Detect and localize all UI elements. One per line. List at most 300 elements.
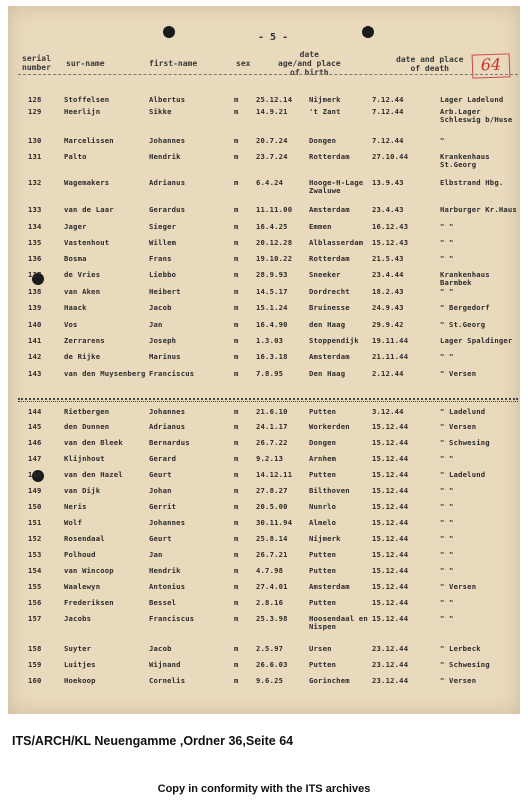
sex: m (234, 502, 239, 511)
first-name: Geurt (149, 534, 172, 543)
first-name: Willem (149, 238, 177, 247)
serial-number: 144 (28, 407, 42, 416)
sex: m (234, 178, 239, 187)
death-date: 23.12.44 (372, 660, 409, 669)
surname: van Dijk (64, 486, 101, 495)
birth-place: Putten (309, 598, 337, 607)
first-name: Joseph (149, 336, 177, 345)
table-row (8, 675, 520, 691)
first-name: Johan (149, 486, 172, 495)
death-place: " " (440, 550, 454, 559)
surname: Neris (64, 502, 87, 511)
birth-date: 4.7.98 (256, 566, 284, 575)
table-row (8, 319, 520, 335)
birth-place: Dongen (309, 136, 337, 145)
surname: Wagemakers (64, 178, 110, 187)
death-date: 7.12.44 (372, 95, 404, 104)
death-date: 3.12.44 (372, 407, 404, 416)
death-date: 15.12.44 (372, 550, 409, 559)
sex: m (234, 136, 239, 145)
header-sex: sex (236, 59, 251, 68)
first-name: Adrianus (149, 178, 186, 187)
serial-number: 160 (28, 676, 42, 685)
death-place: " (440, 136, 445, 145)
birth-date: 16.4.90 (256, 320, 288, 329)
serial-number: 153 (28, 550, 42, 559)
death-place: Krankenhaus St.Georg (440, 152, 490, 169)
death-place: " Ladelund (440, 407, 486, 416)
table-row (8, 221, 520, 237)
death-date: 15.12.44 (372, 438, 409, 447)
first-name: Bessel (149, 598, 177, 607)
serial-number: 146 (28, 438, 42, 447)
sex: m (234, 644, 239, 653)
birth-place: Amsterdam (309, 582, 350, 591)
birth-date: 25.12.14 (256, 95, 293, 104)
surname: Bosma (64, 254, 87, 263)
first-name: Marinus (149, 352, 181, 361)
death-date: 15.12.44 (372, 502, 409, 511)
birth-date: 2.5.97 (256, 644, 284, 653)
serial-number: 149 (28, 486, 42, 495)
death-place: " Schwesing (440, 660, 490, 669)
death-place: Lager Ladelund (440, 95, 504, 104)
death-place: " " (440, 518, 454, 527)
death-place: " " (440, 287, 454, 296)
sex: m (234, 550, 239, 559)
surname: van den Bleek (64, 438, 123, 447)
serial-number: 158 (28, 644, 42, 653)
death-place: " St.Georg (440, 320, 486, 329)
table-row (8, 151, 520, 167)
birth-date: 27.4.01 (256, 582, 288, 591)
death-date: 23.4.44 (372, 270, 404, 279)
first-name: Jan (149, 320, 163, 329)
death-date: 7.12.44 (372, 136, 404, 145)
first-name: Adrianus (149, 422, 186, 431)
table-row (8, 177, 520, 193)
first-name: Jan (149, 550, 163, 559)
death-date: 23.12.44 (372, 676, 409, 685)
table-row (8, 597, 520, 613)
death-place: " Bergedorf (440, 303, 490, 312)
birth-date: 28.9.93 (256, 270, 288, 279)
table-row (8, 269, 520, 285)
sex: m (234, 470, 239, 479)
sex: m (234, 566, 239, 575)
birth-place: Putten (309, 566, 337, 575)
sex: m (234, 486, 239, 495)
birth-place: Bruinesse (309, 303, 350, 312)
serial-number: 129 (28, 107, 42, 116)
first-name: Jacob (149, 303, 172, 312)
death-date: 18.2.43 (372, 287, 404, 296)
punch-hole (163, 26, 175, 38)
header-surname: sur-name (66, 59, 105, 68)
birth-date: 21.6.10 (256, 407, 288, 416)
death-date: 15.12.44 (372, 598, 409, 607)
first-name: Gerrit (149, 502, 177, 511)
death-place: Arb.Lager Schleswig b/Huse (440, 107, 513, 124)
birth-date: 19.10.22 (256, 254, 293, 263)
first-name: Franciscus (149, 614, 195, 623)
birth-place: Emmen (309, 222, 332, 231)
sex: m (234, 95, 239, 104)
birth-place: Putten (309, 470, 337, 479)
serial-number: 133 (28, 205, 42, 214)
copy-notice: Copy in conformity with the ITS archives (157, 783, 371, 795)
death-date: 23.4.43 (372, 205, 404, 214)
death-date: 15.12.44 (372, 470, 409, 479)
table-row (8, 421, 520, 437)
sex: m (234, 598, 239, 607)
sex: m (234, 336, 239, 345)
table-row (8, 135, 520, 151)
sex: m (234, 534, 239, 543)
surname: Wolf (64, 518, 83, 527)
first-name: Franciscus (149, 369, 195, 378)
death-place: Elbstrand Hbg. (440, 178, 504, 187)
death-date: 16.12.43 (372, 222, 409, 231)
serial-number: 136 (28, 254, 42, 263)
sex: m (234, 660, 239, 669)
surname: Klijnhout (64, 454, 105, 463)
birth-place: Workerden (309, 422, 350, 431)
death-place: " Ladelund (440, 470, 486, 479)
serial-number: 157 (28, 614, 42, 623)
surname: Vos (64, 320, 78, 329)
first-name: Johannes (149, 518, 186, 527)
serial-number: 132 (28, 178, 42, 187)
table-row (8, 253, 520, 269)
first-name: Albertus (149, 95, 186, 104)
first-name: Bernardus (149, 438, 190, 447)
death-date: 24.9.43 (372, 303, 404, 312)
death-place: Harburger Kr.Haus (440, 205, 517, 214)
sex: m (234, 270, 239, 279)
sex: m (234, 254, 239, 263)
death-place: " Versen (440, 582, 477, 591)
table-row (8, 517, 520, 533)
first-name: Sieger (149, 222, 177, 231)
birth-place: Sneeker (309, 270, 341, 279)
death-date: 7.12.44 (372, 107, 404, 116)
death-date: 27.10.44 (372, 152, 409, 161)
birth-date: 11.11.00 (256, 205, 293, 214)
serial-number: 142 (28, 352, 42, 361)
birth-place: Nijmerk (309, 534, 341, 543)
serial-number: 151 (28, 518, 42, 527)
birth-date: 16.4.25 (256, 222, 288, 231)
serial-number: 138 (28, 287, 42, 296)
serial-number: 128 (28, 95, 42, 104)
birth-place: Bilthoven (309, 486, 350, 495)
first-name: Johannes (149, 407, 186, 416)
table-row (8, 453, 520, 469)
first-name: Gerard (149, 454, 177, 463)
header-serial: serial number (22, 54, 51, 72)
first-name: Frans (149, 254, 172, 263)
table-row (8, 302, 520, 318)
serial-number: 130 (28, 136, 42, 145)
sex: m (234, 422, 239, 431)
serial-number: 141 (28, 336, 42, 345)
surname: de Rijke (64, 352, 101, 361)
birth-place: Putten (309, 407, 337, 416)
serial-number: 140 (28, 320, 42, 329)
death-place: Lager Spaldinger (440, 336, 513, 345)
first-name: Wijnand (149, 660, 181, 669)
birth-place: Stoppendijk (309, 336, 359, 345)
death-place: " Versen (440, 369, 477, 378)
serial-number: 131 (28, 152, 42, 161)
serial-number: 135 (28, 238, 42, 247)
birth-place: Arnhem (309, 454, 337, 463)
archive-caption: ITS/ARCH/KL Neuengamme ,Ordner 36,Seite 64 (12, 734, 294, 748)
death-date: 15.12.44 (372, 566, 409, 575)
birth-place: Nunrlo (309, 502, 337, 511)
table-row (8, 286, 520, 302)
table-row (8, 106, 520, 122)
surname: Waalewyn (64, 582, 101, 591)
surname: Rosendaal (64, 534, 105, 543)
birth-date: 20.12.28 (256, 238, 293, 247)
table-row (8, 643, 520, 659)
death-date: 15.12.43 (372, 238, 409, 247)
death-place: " Versen (440, 676, 477, 685)
death-place: " " (440, 566, 454, 575)
sex: m (234, 320, 239, 329)
table-row (8, 565, 520, 581)
death-place: " Lerbeck (440, 644, 481, 653)
table-row (8, 549, 520, 565)
first-name: Heibert (149, 287, 181, 296)
death-date: 15.12.44 (372, 454, 409, 463)
birth-place: den Haag (309, 320, 346, 329)
table-row (8, 581, 520, 597)
birth-date: 23.7.24 (256, 152, 288, 161)
surname: van den Muysenberg (64, 369, 146, 378)
sex: m (234, 582, 239, 591)
sex: m (234, 152, 239, 161)
birth-date: 26.7.22 (256, 438, 288, 447)
birth-place: Hoosendaal en Nispen (309, 614, 368, 631)
sex: m (234, 518, 239, 527)
first-name: Antonius (149, 582, 186, 591)
surname: Polhoud (64, 550, 96, 559)
surname: Jacobs (64, 614, 92, 623)
death-place: " " (440, 352, 454, 361)
sex: m (234, 352, 239, 361)
table-row (8, 204, 520, 220)
death-date: 19.11.44 (372, 336, 409, 345)
death-place: " " (440, 254, 454, 263)
serial-number: 150 (28, 502, 42, 511)
birth-place: Ursen (309, 644, 332, 653)
first-name: Cornelis (149, 676, 186, 685)
table-row (8, 351, 520, 367)
sex: m (234, 438, 239, 447)
birth-place: Rotterdam (309, 254, 350, 263)
birth-date: 16.3.18 (256, 352, 288, 361)
death-date: 23.12.44 (372, 644, 409, 653)
sex: m (234, 303, 239, 312)
death-place: " " (440, 486, 454, 495)
surname: van Wincoop (64, 566, 114, 575)
birth-place: 't Zant (309, 107, 341, 116)
birth-date: 7.8.95 (256, 369, 284, 378)
first-name: Gerardus (149, 205, 186, 214)
serial-number: 134 (28, 222, 42, 231)
death-date: 15.12.44 (372, 422, 409, 431)
first-name: Hendrik (149, 566, 181, 575)
table-row (8, 368, 520, 384)
birth-date: 25.3.98 (256, 614, 288, 623)
punch-hole (362, 26, 374, 38)
birth-place: Den Haag (309, 369, 346, 378)
birth-place: Gorinchem (309, 676, 350, 685)
birth-place: Alblasserdam (309, 238, 364, 247)
birth-place: Almelo (309, 518, 337, 527)
death-place: " " (440, 614, 454, 623)
sex: m (234, 287, 239, 296)
surname: den Dunnen (64, 422, 110, 431)
sex: m (234, 205, 239, 214)
birth-place: Amsterdam (309, 205, 350, 214)
sex: m (234, 454, 239, 463)
birth-date: 26.6.03 (256, 660, 288, 669)
surname: van de Laar (64, 205, 114, 214)
surname: Luitjes (64, 660, 96, 669)
sex: m (234, 222, 239, 231)
table-row (8, 469, 520, 485)
header-birth: date age/and place of birth (278, 50, 341, 77)
surname: Zerrarens (64, 336, 105, 345)
death-place: Krankenhaus Barmbek (440, 270, 490, 287)
death-date: 15.12.44 (372, 534, 409, 543)
death-place: " Versen (440, 422, 477, 431)
table-row (8, 613, 520, 629)
table-row (8, 237, 520, 253)
header-divider (18, 74, 518, 75)
first-name: Geurt (149, 470, 172, 479)
birth-place: Nijmerk (309, 95, 341, 104)
birth-place: Dordrecht (309, 287, 350, 296)
birth-date: 24.1.17 (256, 422, 288, 431)
serial-number: 148 (28, 470, 42, 479)
birth-date: 2.8.16 (256, 598, 284, 607)
surname: Haack (64, 303, 87, 312)
header-death: date and place of death (396, 55, 464, 73)
birth-date: 1.3.03 (256, 336, 284, 345)
first-name: Liebbo (149, 270, 177, 279)
serial-number: 152 (28, 534, 42, 543)
serial-number: 159 (28, 660, 42, 669)
surname: van Aken (64, 287, 101, 296)
sex: m (234, 369, 239, 378)
archive-document (8, 6, 520, 714)
serial-number: 155 (28, 582, 42, 591)
birth-date: 20.5.00 (256, 502, 288, 511)
serial-number: 156 (28, 598, 42, 607)
birth-place: Hooge-H-Lage Zwaluwe (309, 178, 364, 195)
serial-number: 147 (28, 454, 42, 463)
table-row (8, 406, 520, 422)
first-name: Hendrik (149, 152, 181, 161)
surname: Stoffelsen (64, 95, 110, 104)
sex: m (234, 614, 239, 623)
sex: m (234, 676, 239, 685)
death-place: " " (440, 238, 454, 247)
serial-number: 145 (28, 422, 42, 431)
serial-number: 139 (28, 303, 42, 312)
death-date: 15.12.44 (372, 582, 409, 591)
surname: van den Hazel (64, 470, 123, 479)
death-date: 15.12.44 (372, 614, 409, 623)
surname: Frederiksen (64, 598, 114, 607)
death-place: " " (440, 222, 454, 231)
birth-date: 30.11.94 (256, 518, 293, 527)
header-firstname: first-name (149, 59, 198, 68)
sex: m (234, 238, 239, 247)
death-place: " " (440, 598, 454, 607)
surname: Rietbergen (64, 407, 110, 416)
first-name: Jacob (149, 644, 172, 653)
death-place: " " (440, 454, 454, 463)
serial-number: 143 (28, 369, 42, 378)
death-date: 15.12.44 (372, 518, 409, 527)
death-place: " Schwesing (440, 438, 490, 447)
death-place: " " (440, 502, 454, 511)
table-row (8, 501, 520, 517)
birth-date: 27.8.27 (256, 486, 288, 495)
table-row (8, 533, 520, 549)
table-row (8, 437, 520, 453)
surname: Marcelissen (64, 136, 114, 145)
section-divider (18, 398, 518, 402)
death-date: 13.9.43 (372, 178, 404, 187)
table-row (8, 335, 520, 351)
surname: de Vries (64, 270, 101, 279)
death-place: " " (440, 534, 454, 543)
birth-date: 26.7.21 (256, 550, 288, 559)
birth-date: 15.1.24 (256, 303, 288, 312)
surname: Jager (64, 222, 87, 231)
birth-place: Putten (309, 660, 337, 669)
first-name: Sikke (149, 107, 172, 116)
birth-place: Amsterdam (309, 352, 350, 361)
surname: Heerlijn (64, 107, 101, 116)
birth-date: 25.8.14 (256, 534, 288, 543)
birth-date: 14.9.21 (256, 107, 288, 116)
first-name: Johannes (149, 136, 186, 145)
birth-date: 9.6.25 (256, 676, 284, 685)
serial-number: 154 (28, 566, 42, 575)
birth-place: Dongen (309, 438, 337, 447)
birth-place: Putten (309, 550, 337, 559)
surname: Palto (64, 152, 87, 161)
page-marker: - 5 - (258, 32, 289, 43)
death-date: 29.9.42 (372, 320, 404, 329)
death-date: 21.11.44 (372, 352, 409, 361)
table-row (8, 659, 520, 675)
death-date: 15.12.44 (372, 486, 409, 495)
birth-date: 6.4.24 (256, 178, 284, 187)
birth-date: 9.2.13 (256, 454, 284, 463)
surname: Suyter (64, 644, 92, 653)
sex: m (234, 407, 239, 416)
serial-number: 137 (28, 270, 42, 279)
